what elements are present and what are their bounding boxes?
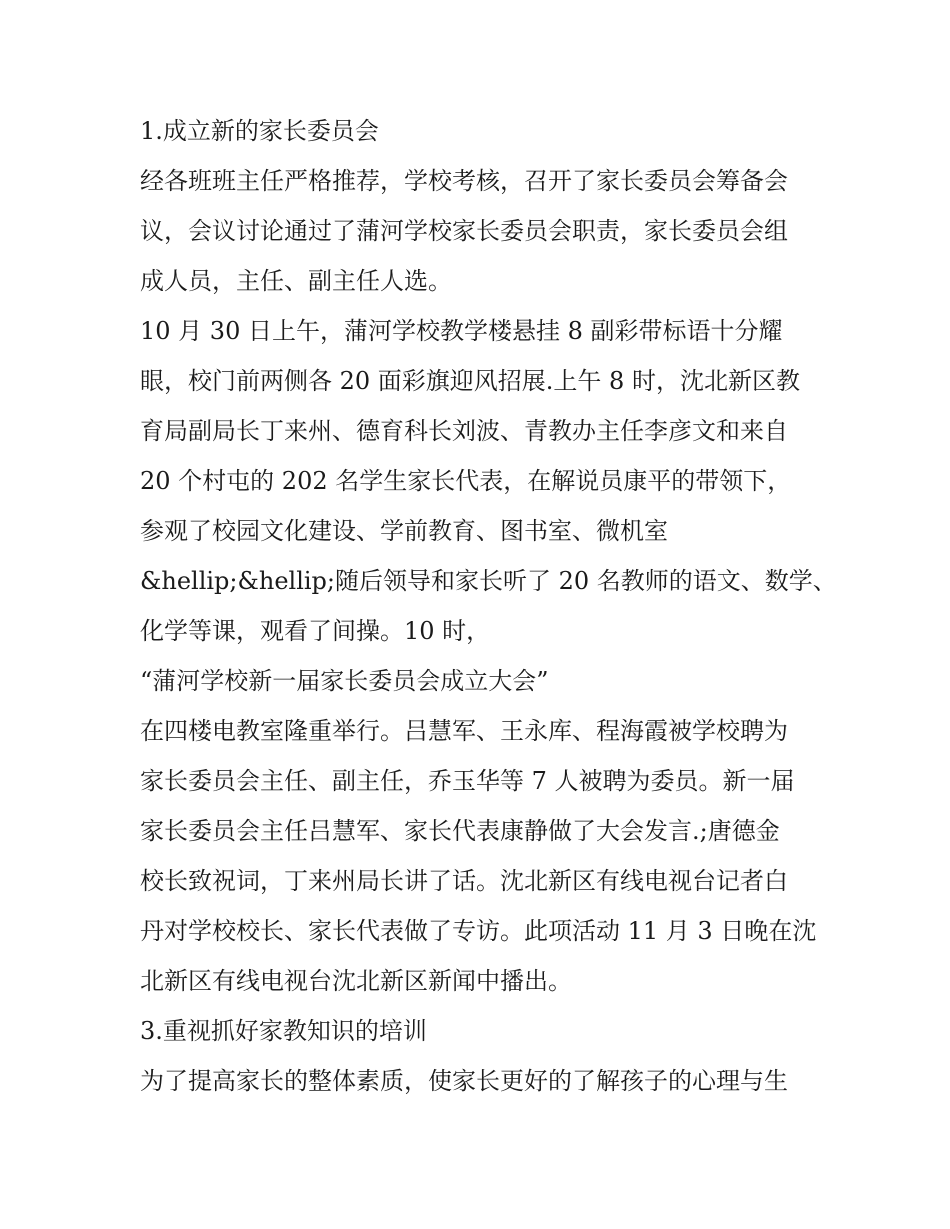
paragraph-line: 家长委员会主任、副主任，乔玉华等 7 人被聘为委员。新一届 bbox=[140, 767, 795, 795]
paragraph-line: 成人员，主任、副主任人选。 bbox=[140, 267, 452, 295]
paragraph-line: 家长委员会主任吕慧军、家长代表康静做了大会发言.;唐德金 bbox=[140, 817, 780, 845]
heading-3: 3.重视抓好家教知识的培训 bbox=[140, 1017, 427, 1045]
paragraph-line: 在四楼电教室隆重举行。吕慧军、王永库、程海霞被学校聘为 bbox=[140, 717, 788, 745]
paragraph-line: &hellip;&hellip;随后领导和家长听了 20 名教师的语文、数学、 bbox=[140, 567, 837, 595]
paragraph-line: 育局副局长丁来州、德育科长刘波、青教办主任李彦文和来自 bbox=[140, 417, 788, 445]
heading-1: 1.成立新的家长委员会 bbox=[140, 117, 379, 145]
paragraph-line: 化学等课，观看了间操。10 时， bbox=[140, 617, 491, 645]
paragraph-line: 参观了校园文化建设、学前教育、图书室、微机室 bbox=[140, 517, 668, 545]
paragraph-line: “蒲河学校新一届家长委员会成立大会” bbox=[140, 667, 549, 695]
paragraph-line: 丹对学校校长、家长代表做了专访。此项活动 11 月 3 日晚在沈 bbox=[140, 917, 817, 945]
paragraph-line: 经各班班主任严格推荐，学校考核，召开了家长委员会筹备会 bbox=[140, 167, 788, 195]
paragraph-line: 10 月 30 日上午，蒲河学校教学楼悬挂 8 副彩带标语十分耀 bbox=[140, 317, 783, 345]
paragraph-line: 议，会议讨论通过了蒲河学校家长委员会职责，家长委员会组 bbox=[140, 217, 788, 245]
paragraph-line: 为了提高家长的整体素质，使家长更好的了解孩子的心理与生 bbox=[140, 1067, 788, 1095]
paragraph-line: 校长致祝词，丁来州局长讲了话。沈北新区有线电视台记者白 bbox=[140, 867, 788, 895]
paragraph-line: 眼，校门前两侧各 20 面彩旗迎风招展.上午 8 时，沈北新区教 bbox=[140, 367, 800, 395]
paragraph-line: 北新区有线电视台沈北新区新闻中播出。 bbox=[140, 967, 572, 995]
paragraph-line: 20 个村屯的 202 名学生家长代表，在解说员康平的带领下， bbox=[140, 467, 792, 495]
